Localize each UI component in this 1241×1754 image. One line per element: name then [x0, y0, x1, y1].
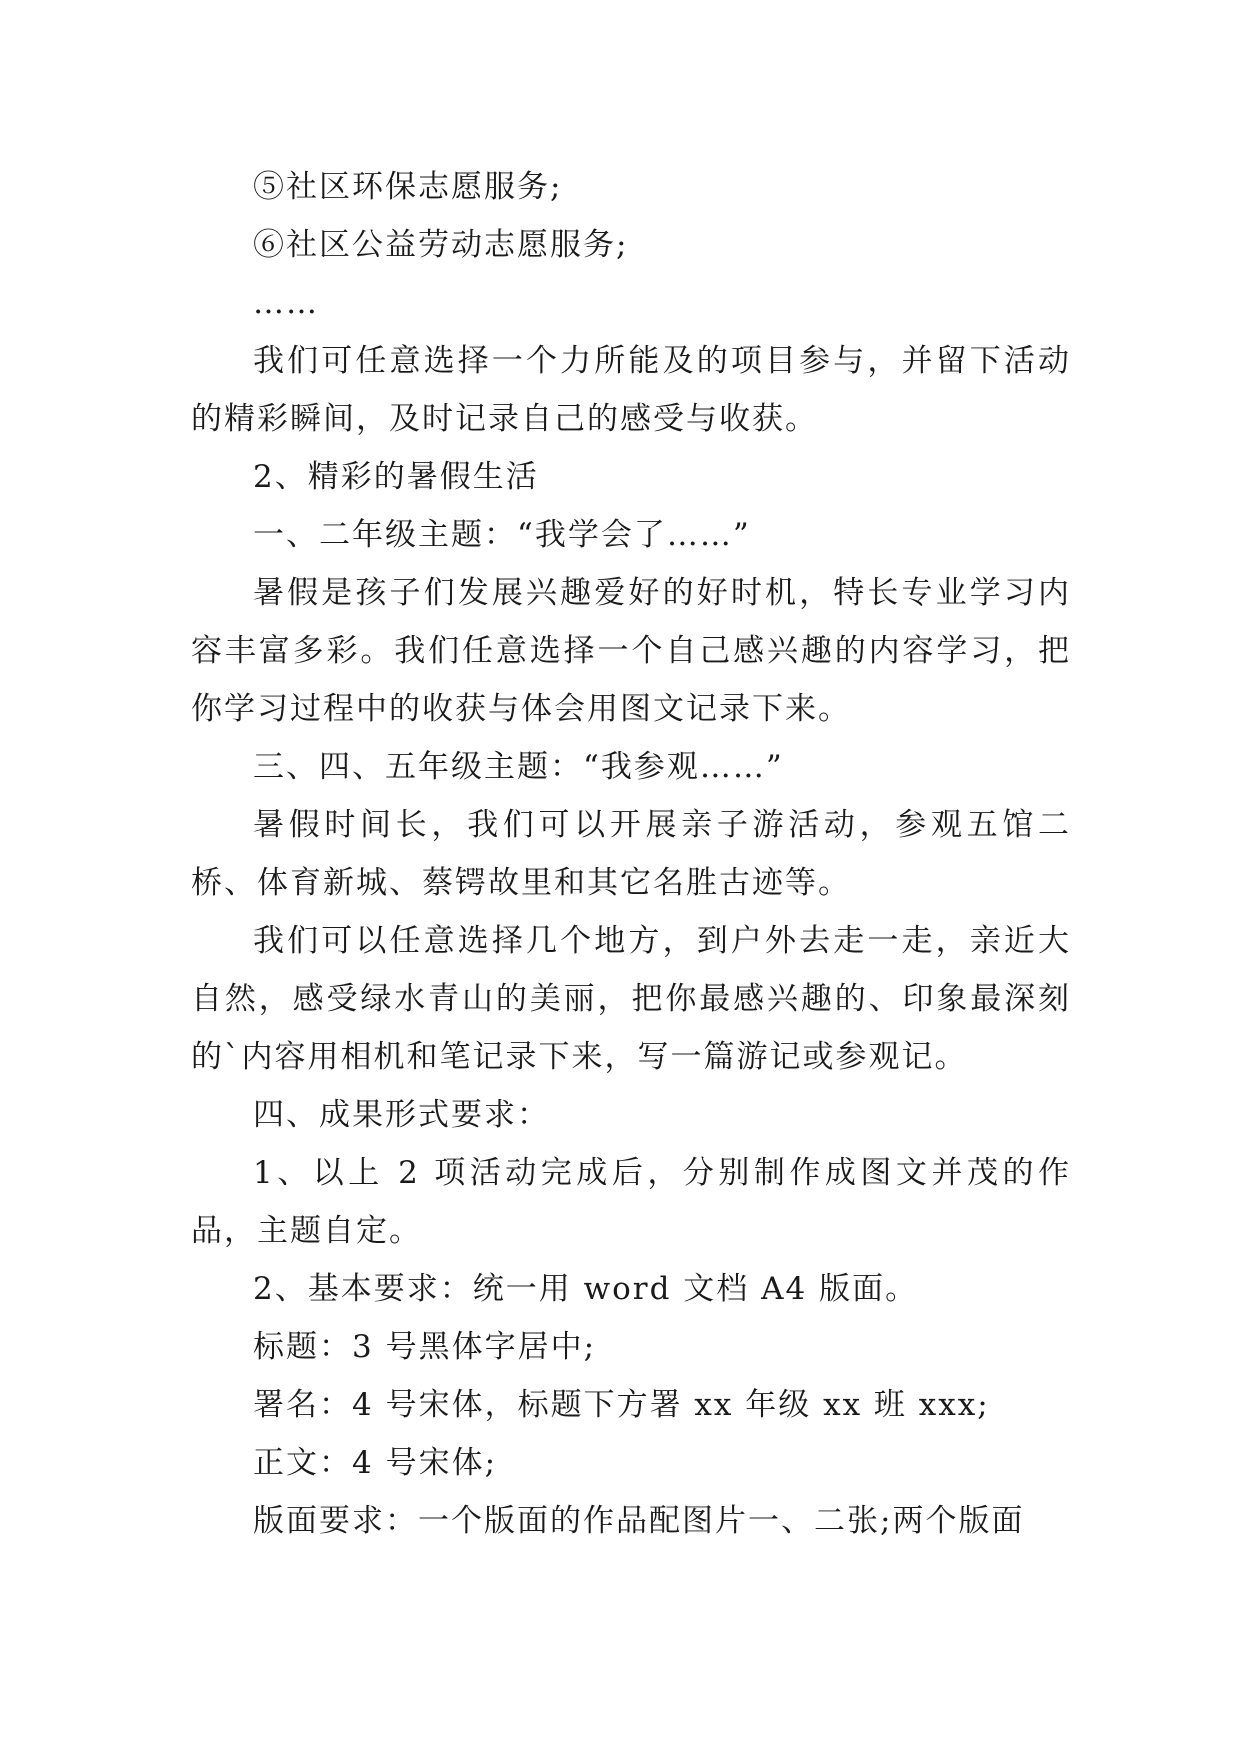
paragraph-result-2: 2、基本要求：统一用 word 文档 A4 版面。: [253, 1271, 919, 1307]
paragraph-body-format: 正文：4 号宋体;: [253, 1445, 498, 1481]
paragraph-travel-record: 我们可以任意选择几个地方，到户外去走一走，亲近大自然，感受绿水青山的美丽，把你最感兴趣的、印象最深刻的`内容用相机和笔记录下来，写一篇游记或参观记。: [191, 923, 1071, 1075]
paragraph-family-trip: 暑假时间长，我们可以开展亲子游活动，参观五馆二桥、体育新城、蔡锷故里和其它名胜古迹等。: [191, 807, 1071, 901]
paragraph-section-summer-life: 2、精彩的暑假生活: [253, 459, 539, 495]
paragraph-signature-format: 署名：4 号宋体，标题下方署 xx 年级 xx 班 xxx;: [253, 1387, 990, 1423]
paragraph-choose-project: 我们可任意选择一个力所能及的项目参与，并留下活动的精彩瞬间，及时记录自己的感受与收获。: [191, 343, 1071, 437]
document-body: [191, 158, 1071, 1550]
paragraph-summer-interests: 暑假是孩子们发展兴趣爱好的好时机，特长专业学习内容丰富多彩。我们任意选择一个自己感兴趣的内容学习，把你学习过程中的收获与体会用图文记录下来。: [191, 575, 1071, 727]
paragraph-grade-1-2-theme: 一、二年级主题：“我学会了……”: [253, 517, 751, 553]
paragraph-result-1: 1、以上 2 项活动完成后，分别制作成图文并茂的作品，主题自定。: [191, 1155, 1071, 1249]
paragraph-volunteer-env: ⑤社区环保志愿服务;: [253, 169, 563, 205]
paragraph-title-format: 标题：3 号黑体字居中;: [253, 1329, 597, 1365]
paragraph-ellipsis: ……: [253, 285, 319, 321]
paragraph-grade-3-5-theme: 三、四、五年级主题：“我参观……”: [253, 749, 784, 785]
paragraph-volunteer-labor: ⑥社区公益劳动志愿服务;: [253, 227, 629, 263]
paragraph-layout-requirements: 版面要求：一个版面的作品配图片一、二张;两个版面: [253, 1503, 1025, 1539]
paragraph-section-results: 四、成果形式要求：: [253, 1097, 550, 1133]
